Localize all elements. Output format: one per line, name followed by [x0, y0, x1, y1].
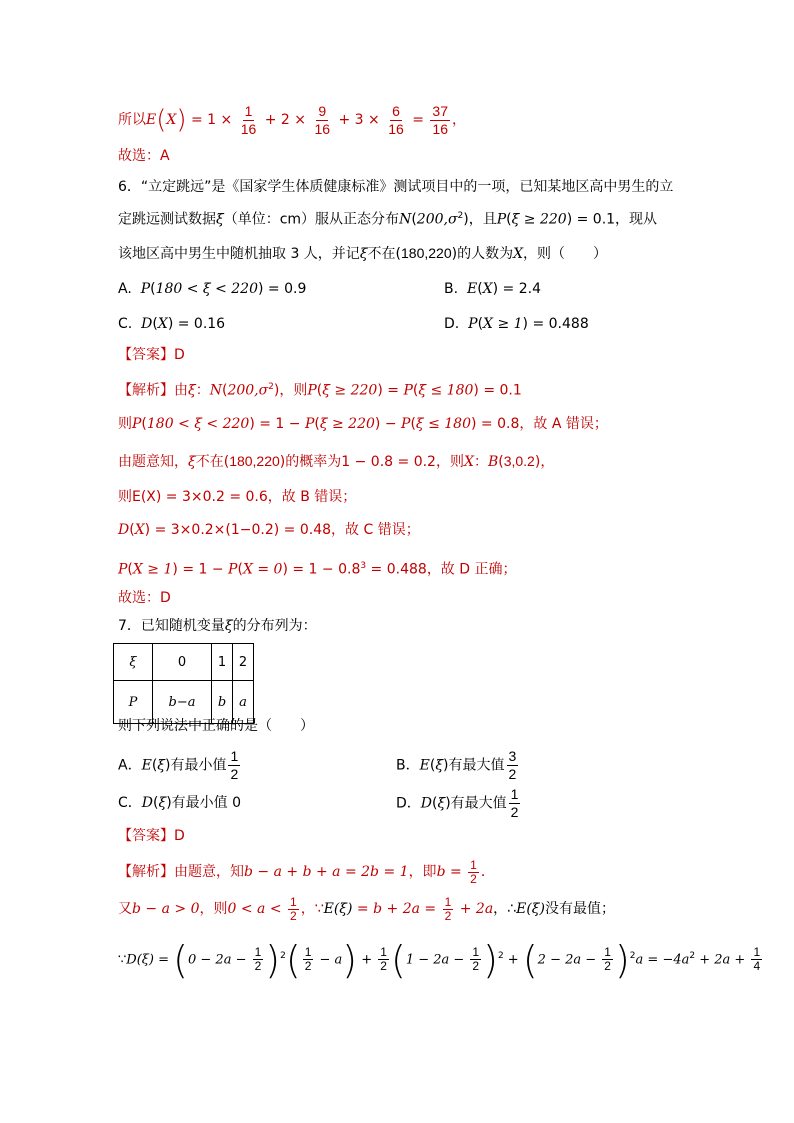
q6-analysis-line4: 则E(X) = 3×0.2 = 0.6，故 B 错误；	[118, 489, 357, 505]
q6-analysis-line2: 则P(180 < ξ < 220) = 1 − P(ξ ≥ 220) − P(ξ ≤ 180) = 0.8，故 A 错误；	[118, 416, 608, 432]
q7-analysis-line1: 【解析】由题意，知b − a + b + a = 2b = 1，即b = $\frac{1}{2}$ ．	[118, 857, 495, 886]
q7-option-c: C．D(ξ)有最小值 0	[118, 795, 242, 811]
fraction: $\frac{37}{16}$	[432, 102, 448, 137]
fraction: $\frac{1}{2}$	[444, 894, 452, 923]
distribution-table	[113, 643, 254, 724]
q7-analysis-line3: ∵D(ξ) = (0 − 2a − $\frac{1}{2}$ )$^2$( $\frac{1}{2}$ − a) + $\frac{1}{2}$ (1 − 2a − $\frac{1}{2}$ )$^2$ + (2 − 2a − $\frac{1}{2}$ )$^2a = -4a^2 + 2a$ + $\frac{1}{4}$	[118, 937, 761, 982]
q7-option-d: D．D(ξ)有最大值 $\frac{1}{2}$	[396, 786, 519, 820]
table-cell: P	[114, 681, 153, 724]
q7-option-a: A．E(ξ)有最小值 $\frac{1}{2}$	[118, 748, 239, 782]
q6-final-choice: 故选：D	[118, 590, 171, 606]
fraction: $\frac{1}{2}$	[380, 945, 387, 974]
fraction: $\frac{1}{2}$	[304, 945, 312, 974]
fraction: $\frac{1}{4}$	[753, 945, 761, 974]
fraction: $\frac{1}{2}$	[470, 857, 477, 886]
q6-option-b: B. E(X) = 2.4	[444, 281, 542, 297]
q6-analysis-line3: 由题意知，ξ不在(180,220)的概率为1 − 0.8 = 0.2，则X：B(3,0.2)，	[118, 453, 555, 470]
fraction: $\frac{1}{2}$	[230, 748, 239, 782]
q7-stem: 7．已知随机变量ξ的分布列为：	[118, 618, 317, 634]
q7-answer: 【答案】D	[118, 828, 185, 844]
choice-line: 故选：A	[118, 148, 170, 164]
q7-analysis-line2: 又b − a > 0，则0 < a < $\frac{1}{2}$ ，∵E(ξ) = b + 2a = $\frac{1}{2}$ + 2a，∴E(ξ)没有最值；	[118, 894, 615, 923]
table-cell: b−a	[153, 681, 212, 724]
fraction: $\frac{1}{2}$	[290, 894, 297, 923]
table-cell: b	[212, 681, 233, 724]
q6-stem-line1: 6．“立定跳远”是《国家学生体质健康标准》测试项目中的一项，已知某地区高中男生的立	[118, 179, 674, 195]
table-row	[114, 644, 254, 681]
q6-stem-line3: 该地区高中男生中随机抽取 3 人，并记ξ不在(180,220)的人数为X，则（ ）	[118, 245, 608, 262]
q7-option-b: B．E(ξ)有最大值 $\frac{3}{2}$	[396, 748, 517, 782]
table-cell: 2	[233, 644, 254, 681]
q6-analysis-line6: $P(X \ge 1) = 1 - P(X = 0) = 1 - 0.8^3 = 0.488$，故 D 正确；	[118, 561, 517, 578]
fraction: $\frac{6}{16}$	[388, 102, 404, 137]
q6-analysis-line1: 【解析】由ξ：$N(200,\sigma^2)$，则P(ξ ≥ 220) = P(ξ ≤ 180) = 0.1	[118, 382, 522, 399]
fraction: $\frac{1}{2}$	[510, 786, 519, 820]
fraction: $\frac{3}{2}$	[508, 748, 517, 782]
fraction: $\frac{1}{16}$	[240, 102, 257, 137]
table-cell: ξ	[114, 644, 153, 681]
q6-option-c: C. D(X) = 0.16	[118, 316, 226, 332]
table-cell: 1	[212, 644, 233, 681]
fraction: $\frac{1}{2}$	[472, 945, 480, 974]
expectation-line: 所以E(X) = 1 × $\frac{1}{16}$ + 2 × $\frac{9}{16}$ + 3 × $\frac{6}{16}$ = $\frac{37}{16}$ ，	[118, 102, 466, 137]
q7-question: 则下列说法中正确的是（ ）	[118, 718, 314, 734]
q6-analysis-line5: D(X) = 3×0.2×(1−0.2) = 0.48，故 C 错误；	[118, 522, 420, 538]
table-cell: a	[233, 681, 254, 724]
fraction: $\frac{9}{16}$	[314, 102, 331, 137]
q6-stem-line2: 定跳远测试数据ξ（单位：cm）服从正态分布$N(200,\sigma^2)$，且P(ξ ≥ 220) = 0.1，现从	[118, 211, 658, 228]
q6-answer: 【答案】D	[118, 347, 185, 363]
q6-option-a: A. P(180 < ξ < 220) = 0.9	[118, 281, 307, 297]
fraction: $\frac{1}{2}$	[254, 945, 262, 974]
table-cell: 0	[153, 644, 212, 681]
fraction: $\frac{1}{2}$	[604, 945, 611, 974]
q6-option-d: D. P(X ≥ 1) = 0.488	[444, 316, 589, 332]
